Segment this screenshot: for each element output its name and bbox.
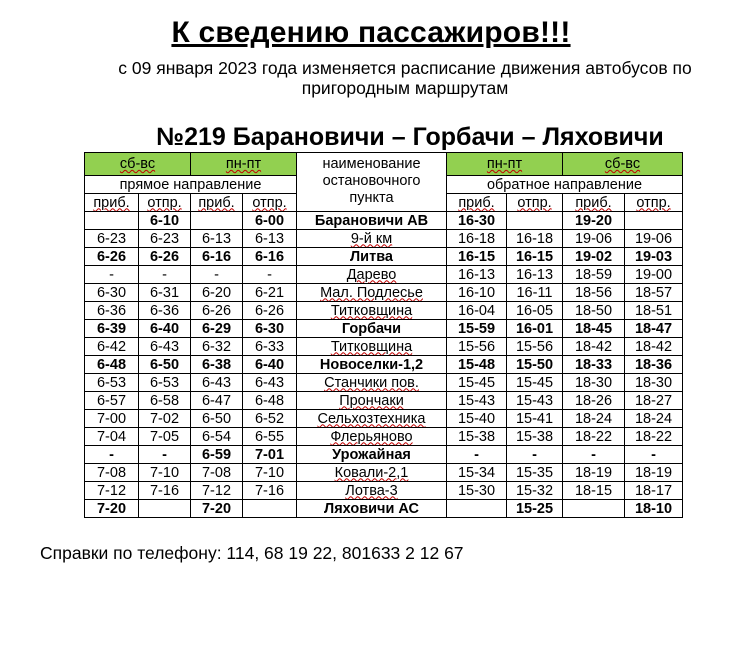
time-cell <box>625 212 683 230</box>
time-cell: 6-50 <box>139 356 191 374</box>
time-cell: 6-42 <box>85 338 139 356</box>
header-weekday-forward: пн-пт <box>191 153 297 176</box>
time-cell: - <box>139 266 191 284</box>
time-cell: 18-26 <box>563 392 625 410</box>
table-row <box>85 320 683 338</box>
time-cell: 6-43 <box>139 338 191 356</box>
time-cell: 18-36 <box>625 356 683 374</box>
time-cell: - <box>85 266 139 284</box>
time-cell: 6-16 <box>243 248 297 266</box>
time-cell: 6-33 <box>243 338 297 356</box>
time-cell: 7-01 <box>243 446 297 464</box>
stop-name-cell: Сельхозтехника <box>297 410 447 428</box>
time-cell: 18-19 <box>563 464 625 482</box>
time-cell: 19-06 <box>625 230 683 248</box>
time-cell: 16-05 <box>507 302 563 320</box>
stop-name-cell: Ляховичи АС <box>297 500 447 518</box>
time-cell: 18-30 <box>563 374 625 392</box>
time-cell: 6-40 <box>139 320 191 338</box>
time-cell: 19-00 <box>625 266 683 284</box>
time-cell: 16-04 <box>447 302 507 320</box>
time-cell: 6-13 <box>191 230 243 248</box>
header-departure: отпр. <box>625 194 683 212</box>
time-cell: 18-24 <box>563 410 625 428</box>
time-cell: 7-04 <box>85 428 139 446</box>
time-cell: 6-23 <box>139 230 191 248</box>
header-arrival: приб. <box>85 194 139 212</box>
time-cell: 6-38 <box>191 356 243 374</box>
time-cell: 6-39 <box>85 320 139 338</box>
time-cell: 15-40 <box>447 410 507 428</box>
table-row <box>85 302 683 320</box>
stop-name-cell: Станчики пов. <box>297 374 447 392</box>
time-cell: 15-59 <box>447 320 507 338</box>
time-cell: 7-05 <box>139 428 191 446</box>
time-cell: 16-11 <box>507 284 563 302</box>
time-cell: 18-27 <box>625 392 683 410</box>
table-row <box>85 212 683 230</box>
stop-name-cell: Мал. Подлесье <box>297 284 447 302</box>
stop-name-cell: Литва <box>297 248 447 266</box>
time-cell: - <box>625 446 683 464</box>
time-cell: 6-57 <box>85 392 139 410</box>
subtitle-line-2: пригородным маршрутам <box>301 78 509 98</box>
time-cell: 18-42 <box>563 338 625 356</box>
stop-name-cell: Новоселки-1,2 <box>297 356 447 374</box>
subtitle-line-1: с 09 января 2023 года изменяется расписание движения автобусов по <box>118 58 692 78</box>
stop-name-cell: Урожайная <box>297 446 447 464</box>
time-cell: 16-18 <box>447 230 507 248</box>
time-cell: 18-42 <box>625 338 683 356</box>
time-cell: 6-29 <box>191 320 243 338</box>
notice-title: К сведению пассажиров!!! <box>171 16 571 49</box>
header-reverse-direction: обратное направление <box>447 176 683 194</box>
time-cell: 6-36 <box>85 302 139 320</box>
time-cell: 15-30 <box>447 482 507 500</box>
stop-name-cell: Горбачи <box>297 320 447 338</box>
stop-name-cell: Прончаки <box>297 392 447 410</box>
time-cell: 7-10 <box>139 464 191 482</box>
time-cell: 19-20 <box>563 212 625 230</box>
time-cell: 7-12 <box>85 482 139 500</box>
time-cell: - <box>507 446 563 464</box>
stop-name-cell: 9-й км <box>297 230 447 248</box>
time-cell: 6-59 <box>191 446 243 464</box>
table-row <box>85 428 683 446</box>
time-cell: 15-38 <box>447 428 507 446</box>
time-cell: 6-58 <box>139 392 191 410</box>
time-cell: 6-32 <box>191 338 243 356</box>
time-cell: 6-36 <box>139 302 191 320</box>
time-cell: 7-00 <box>85 410 139 428</box>
time-cell: 15-41 <box>507 410 563 428</box>
time-cell: 6-26 <box>243 302 297 320</box>
time-cell: 18-19 <box>625 464 683 482</box>
stop-name-cell: Титковщина <box>297 302 447 320</box>
time-cell: 18-33 <box>563 356 625 374</box>
time-cell: 15-43 <box>447 392 507 410</box>
time-cell: - <box>243 266 297 284</box>
time-cell: 16-13 <box>447 266 507 284</box>
time-cell: 6-13 <box>243 230 297 248</box>
time-cell: 18-45 <box>563 320 625 338</box>
table-row <box>85 410 683 428</box>
time-cell: 15-56 <box>447 338 507 356</box>
time-cell: 6-23 <box>85 230 139 248</box>
time-cell: 7-20 <box>85 500 139 518</box>
time-cell: 18-10 <box>625 500 683 518</box>
time-cell: - <box>85 446 139 464</box>
header-arrival: приб. <box>191 194 243 212</box>
time-cell: 6-55 <box>243 428 297 446</box>
stop-name-cell: Лотва-3 <box>297 482 447 500</box>
time-cell: 18-17 <box>625 482 683 500</box>
schedule-table <box>84 152 683 518</box>
time-cell: 7-10 <box>243 464 297 482</box>
time-cell: 7-20 <box>191 500 243 518</box>
time-cell: 15-45 <box>507 374 563 392</box>
header-arrival: приб. <box>447 194 507 212</box>
table-row <box>85 356 683 374</box>
header-weekend-reverse: сб-вс <box>563 153 683 176</box>
stop-name-cell: Флерьяново <box>297 428 447 446</box>
time-cell: 6-26 <box>191 302 243 320</box>
time-cell: 19-03 <box>625 248 683 266</box>
time-cell: 7-16 <box>139 482 191 500</box>
time-cell: 18-59 <box>563 266 625 284</box>
time-cell: - <box>563 446 625 464</box>
header-stop-name: наименование остановочного пункта <box>297 153 447 212</box>
header-departure: отпр. <box>243 194 297 212</box>
header-weekend-forward: сб-вс <box>85 153 191 176</box>
time-cell: 6-43 <box>191 374 243 392</box>
table-row <box>85 374 683 392</box>
time-cell: 16-30 <box>447 212 507 230</box>
stop-name-cell: Дарево <box>297 266 447 284</box>
time-cell: 18-56 <box>563 284 625 302</box>
time-cell: 6-30 <box>243 320 297 338</box>
route-title: №219 Барановичи – Горбачи – Ляховичи <box>156 123 664 151</box>
header-departure: отпр. <box>507 194 563 212</box>
time-cell: 7-12 <box>191 482 243 500</box>
table-row <box>85 482 683 500</box>
time-cell: 15-35 <box>507 464 563 482</box>
time-cell: 16-13 <box>507 266 563 284</box>
time-cell <box>85 212 139 230</box>
stop-name-cell: Титковщина <box>297 338 447 356</box>
time-cell: - <box>191 266 243 284</box>
table-row <box>85 248 683 266</box>
header-departure: отпр. <box>139 194 191 212</box>
time-cell: 6-53 <box>139 374 191 392</box>
time-cell: 19-06 <box>563 230 625 248</box>
time-cell: 6-52 <box>243 410 297 428</box>
time-cell: 18-30 <box>625 374 683 392</box>
time-cell: 18-24 <box>625 410 683 428</box>
time-cell: 16-01 <box>507 320 563 338</box>
phone-info: Справки по телефону: 114, 68 19 22, 801633 2 12 67 <box>40 543 464 563</box>
time-cell <box>507 212 563 230</box>
table-row <box>85 446 683 464</box>
time-cell: 6-48 <box>243 392 297 410</box>
time-cell: 6-31 <box>139 284 191 302</box>
time-cell: 15-48 <box>447 356 507 374</box>
time-cell: 18-15 <box>563 482 625 500</box>
time-cell: 6-20 <box>191 284 243 302</box>
time-cell: 7-08 <box>85 464 139 482</box>
table-row <box>85 392 683 410</box>
time-cell: 7-08 <box>191 464 243 482</box>
time-cell: 16-18 <box>507 230 563 248</box>
time-cell: 15-38 <box>507 428 563 446</box>
time-cell: 15-50 <box>507 356 563 374</box>
time-cell: 6-16 <box>191 248 243 266</box>
time-cell: 6-40 <box>243 356 297 374</box>
header-arrival: приб. <box>563 194 625 212</box>
time-cell: 19-02 <box>563 248 625 266</box>
time-cell: 6-21 <box>243 284 297 302</box>
table-row <box>85 464 683 482</box>
time-cell: 6-30 <box>85 284 139 302</box>
time-cell: 6-00 <box>243 212 297 230</box>
stop-name-cell: Барановичи АВ <box>297 212 447 230</box>
time-cell: 6-53 <box>85 374 139 392</box>
time-cell: 18-22 <box>563 428 625 446</box>
time-cell: 15-32 <box>507 482 563 500</box>
table-row <box>85 266 683 284</box>
time-cell: 16-15 <box>447 248 507 266</box>
header-forward-direction: прямое направление <box>85 176 297 194</box>
table-row <box>85 230 683 248</box>
time-cell: 18-47 <box>625 320 683 338</box>
time-cell: 6-48 <box>85 356 139 374</box>
time-cell: 18-51 <box>625 302 683 320</box>
time-cell: 6-54 <box>191 428 243 446</box>
time-cell: 6-26 <box>85 248 139 266</box>
time-cell: 6-26 <box>139 248 191 266</box>
time-cell <box>191 212 243 230</box>
time-cell: 7-16 <box>243 482 297 500</box>
time-cell: 7-02 <box>139 410 191 428</box>
stop-name-cell: Ковали-2,1 <box>297 464 447 482</box>
time-cell: 16-15 <box>507 248 563 266</box>
time-cell: 6-50 <box>191 410 243 428</box>
header-weekday-reverse: пн-пт <box>447 153 563 176</box>
time-cell: 16-10 <box>447 284 507 302</box>
time-cell: 6-10 <box>139 212 191 230</box>
time-cell <box>447 500 507 518</box>
time-cell: 18-57 <box>625 284 683 302</box>
time-cell: 18-50 <box>563 302 625 320</box>
table-row <box>85 284 683 302</box>
notice-subtitle <box>60 58 742 98</box>
time-cell: - <box>447 446 507 464</box>
table-row <box>85 500 683 518</box>
time-cell: 18-22 <box>625 428 683 446</box>
time-cell: - <box>139 446 191 464</box>
time-cell: 6-47 <box>191 392 243 410</box>
time-cell: 15-56 <box>507 338 563 356</box>
time-cell: 15-45 <box>447 374 507 392</box>
time-cell: 6-43 <box>243 374 297 392</box>
time-cell: 15-25 <box>507 500 563 518</box>
time-cell <box>139 500 191 518</box>
time-cell <box>243 500 297 518</box>
time-cell <box>563 500 625 518</box>
time-cell: 15-34 <box>447 464 507 482</box>
time-cell: 15-43 <box>507 392 563 410</box>
table-row <box>85 338 683 356</box>
